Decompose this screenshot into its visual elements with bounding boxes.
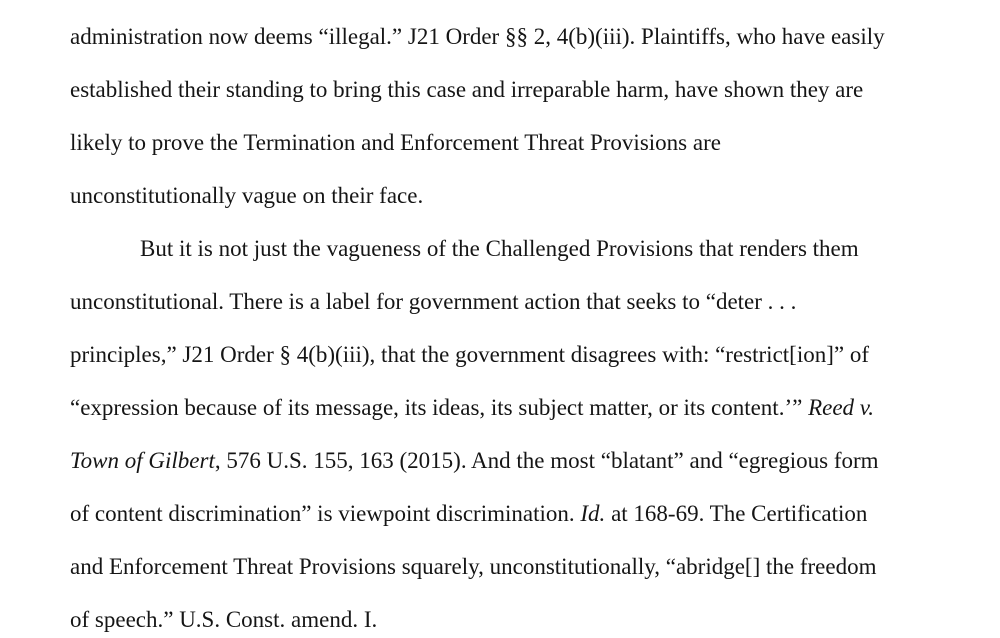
text-line-3 — [70, 128, 721, 158]
case-citation-italic: Town of Gilbert — [70, 448, 215, 473]
text-segment: at 168-69. The Certification — [605, 501, 868, 526]
text-line-12 — [70, 605, 377, 635]
text-line-11 — [70, 552, 876, 582]
text-segment: established their standing to bring this case and irreparable harm, have shown they are — [70, 77, 864, 102]
text-line-8 — [70, 393, 874, 423]
case-citation-italic: Reed v. — [808, 395, 875, 420]
text-segment: administration now deems “illegal.” J21 Order §§ 2, 4(b)(iii). Plaintiffs, who have easily — [70, 24, 885, 49]
text-segment: and Enforcement Threat Provisions squarely, unconstitutionally, “abridge[] the freedom — [70, 554, 877, 579]
text-segment: of speech.” U.S. Const. amend. I. — [70, 607, 378, 632]
text-segment: , 576 U.S. 155, 163 (2015). And the most “blatant” and “egregious form — [214, 448, 879, 473]
text-line-9 — [70, 446, 879, 476]
text-segment: “expression because of its message, its ideas, its subject matter, or its content.’” — [70, 395, 809, 420]
text-line-2 — [70, 75, 863, 105]
text-segment: of content discrimination” is viewpoint discrimination. — [70, 501, 581, 526]
text-line-5-paragraph-start — [140, 234, 859, 264]
text-line-10 — [70, 499, 867, 529]
text-segment: principles,” J21 Order § 4(b)(iii), that the government disagrees with: “restrict[ion]” of — [70, 342, 869, 367]
text-line-4 — [70, 181, 423, 211]
text-segment: unconstitutionally vague on their face. — [70, 183, 424, 208]
text-segment: likely to prove the Termination and Enforcement Threat Provisions are — [70, 130, 721, 155]
text-line-6 — [70, 287, 796, 317]
text-segment: unconstitutional. There is a label for government action that seeks to “deter . . . — [70, 289, 797, 314]
text-segment: But it is not just the vagueness of the Challenged Provisions that renders them — [140, 236, 859, 261]
text-line-7 — [70, 340, 869, 370]
text-line-1 — [70, 22, 885, 52]
id-citation-italic: Id. — [580, 501, 606, 526]
